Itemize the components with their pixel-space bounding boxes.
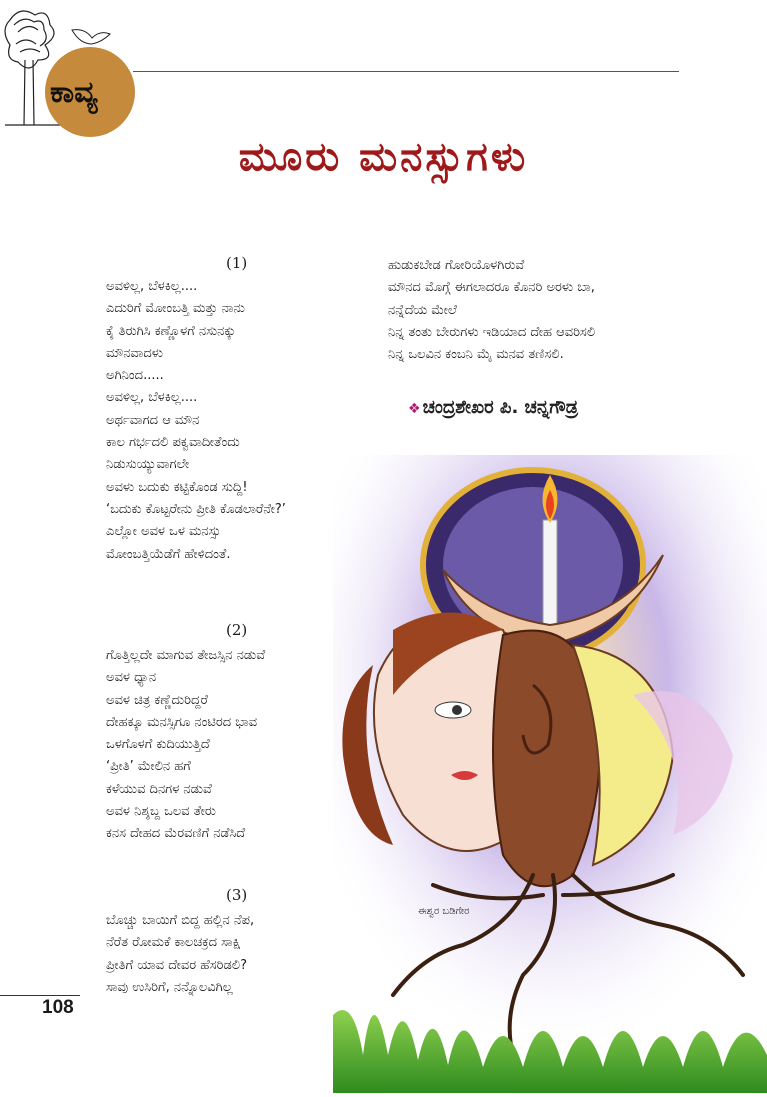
verse-line: ಅರ್ಥವಾಗದ ಆ ಮೌನ	[106, 412, 200, 428]
artist-signature: ಈಶ್ವರ ಬಡಿಗೇರ	[418, 906, 470, 917]
header-rule	[133, 71, 679, 72]
author-name: ಚಂದ್ರಶೇಖರ ಪಿ. ಚನ್ನಗೌಡ್ರ	[422, 397, 578, 418]
verse-line: ಕಳೆಯುವ ದಿನಗಳ ನಡುವೆ	[106, 781, 212, 797]
verse-line: ಎಲ್ಲೋ ಅವಳ ಒಳ ಮನಸ್ಸು	[106, 524, 221, 540]
verse-line: ದೇಹಕ್ಕೂ ಮನಸ್ಸಿಗೂ ನಂಟಿರದ ಭಾವ	[106, 714, 258, 730]
verse-section-2	[106, 645, 265, 846]
verse-line: ನಿನ್ನ ತಂತು ಬೇರುಗಳು ಇಡಿಯಾದ ದೇಹ ಆವರಿಸಲಿ	[388, 324, 596, 340]
section-number-1: (1)	[226, 254, 248, 272]
logo-text: ಕಾವ್ಯ	[50, 75, 98, 110]
author-credit	[408, 397, 578, 418]
verse-section-1	[106, 276, 286, 566]
verse-continuation	[388, 255, 595, 366]
verse-line: ಕಾಲ ಗರ್ಭದಲಿ ಪಕ್ವವಾದೀತೆಂದು	[106, 435, 240, 451]
verse-line: ಎದುರಿಗೆ ಮೋಂಬತ್ತಿ ಮತ್ತು ನಾನು	[106, 301, 245, 317]
verse-line: ಅವಳಿಲ್ಲ, ಬೆಳಕಿಲ್ಲ....	[106, 390, 198, 406]
verse-line: ನಿಡುಸುಯ್ಯುವಾಗಲೇ	[106, 457, 190, 473]
verse-line: ಮೌನದ ಮೊಗ್ಗೆ ಈಗಲಾದರೂ ಕೊನರಿ ಅರಳು ಬಾ,	[388, 280, 595, 296]
verse-line: ಅವಳ ನಿಶ್ಶಬ್ದ ಒಲವ ತೇರು	[106, 804, 216, 820]
diamond-bullet-icon: ❖	[408, 401, 421, 417]
poem-illustration-icon	[333, 455, 767, 1093]
verse-line: ಗೊತ್ತಿಲ್ಲದೇ ಮಾಗುವ ತೇಜಸ್ಸಿನ ನಡುವೆ	[106, 648, 266, 663]
verse-line: ಸಾವು ಉಸಿರಿಗೆ, ನನ್ನೊಲವಿಗಿಲ್ಲ	[106, 979, 233, 995]
verse-line: ಅಗಿನಿಂದ.....	[106, 368, 164, 384]
verse-section-3	[106, 910, 254, 999]
verse-line: ಕೈ ತಿರುಗಿಸಿ ಕಣ್ಣೊಳಗೆ ನಸುನಕ್ಕು	[106, 323, 236, 339]
illustration	[333, 455, 767, 1093]
section-number-3: (3)	[226, 886, 248, 904]
verse-line: ಕನಸ ದೇಹದ ಮೆರವಣಿಗೆ ನಡೆಸಿದೆ	[106, 826, 246, 842]
verse-line: ನನ್ನೆದೆಯ ಮೇಲೆ	[388, 302, 457, 318]
verse-line: ಅವಳು ಬದುಕು ಕಟ್ಟಿಕೊಂಡ ಸುದ್ದಿ!	[106, 479, 248, 495]
verse-line: ‘ಬದುಕು ಕೊಟ್ಟರೇನು ಪ್ರೀತಿ ಕೊಡಲಾರೆನೇ?’	[106, 501, 286, 517]
verse-line: ಪ್ರೀತಿಗೆ ಯಾವ ದೇವರ ಹೆಸರಿಡಲಿ?	[106, 957, 247, 973]
section-logo	[0, 0, 135, 142]
verse-line: ಹುಡುಕಬೇಡ ಗೋರಿಯೊಳಗಿರುವೆ	[388, 258, 525, 273]
verse-line: ಮೋಂಬತ್ತಿಯೆಡೆಗೆ ಹೇಳಿದಂತೆ.	[106, 546, 231, 562]
verse-line: ಅವಳ ಧ್ಯಾನ	[106, 670, 157, 686]
verse-line: ‘ಪ್ರೀತಿ’ ಮೇಲಿನ ಹಗೆ	[106, 759, 191, 775]
section-number-2: (2)	[226, 621, 248, 639]
verse-line: ಅವಳ ಚಿತ್ರ ಕಣ್ಣೆದುರಿದ್ದರೆ	[106, 692, 208, 708]
verse-line: ಅವಳಿಲ್ಲ, ಬೆಳಕಿಲ್ಲ....	[106, 279, 198, 294]
verse-line: ಬೊಚ್ಚು ಬಾಯಿಗೆ ಬಿದ್ದ ಹಲ್ಲಿನ ನೆಪ,	[106, 913, 255, 928]
logo-artwork-icon	[0, 0, 135, 142]
verse-line: ಮೌನವಾದಳು	[106, 345, 163, 361]
page-number-rule	[0, 995, 80, 996]
verse-line: ನೆರೆತ ರೋಮಕೆ ಕಾಲಚಕ್ರದ ಸಾಕ್ಷಿ	[106, 935, 241, 951]
verse-line: ನಿನ್ನ ಒಲವಿನ ಕಂಬನಿ ಮೈ ಮನವ ತಣಿಸಲಿ.	[388, 347, 564, 363]
verse-line: ಒಳಗೊಳಗೆ ಕುದಿಯುತ್ತಿದೆ	[106, 737, 210, 753]
page-title: ಮೂರು ಮನಸ್ಸುಗಳು	[238, 134, 529, 180]
page-number: 108	[42, 997, 74, 1018]
